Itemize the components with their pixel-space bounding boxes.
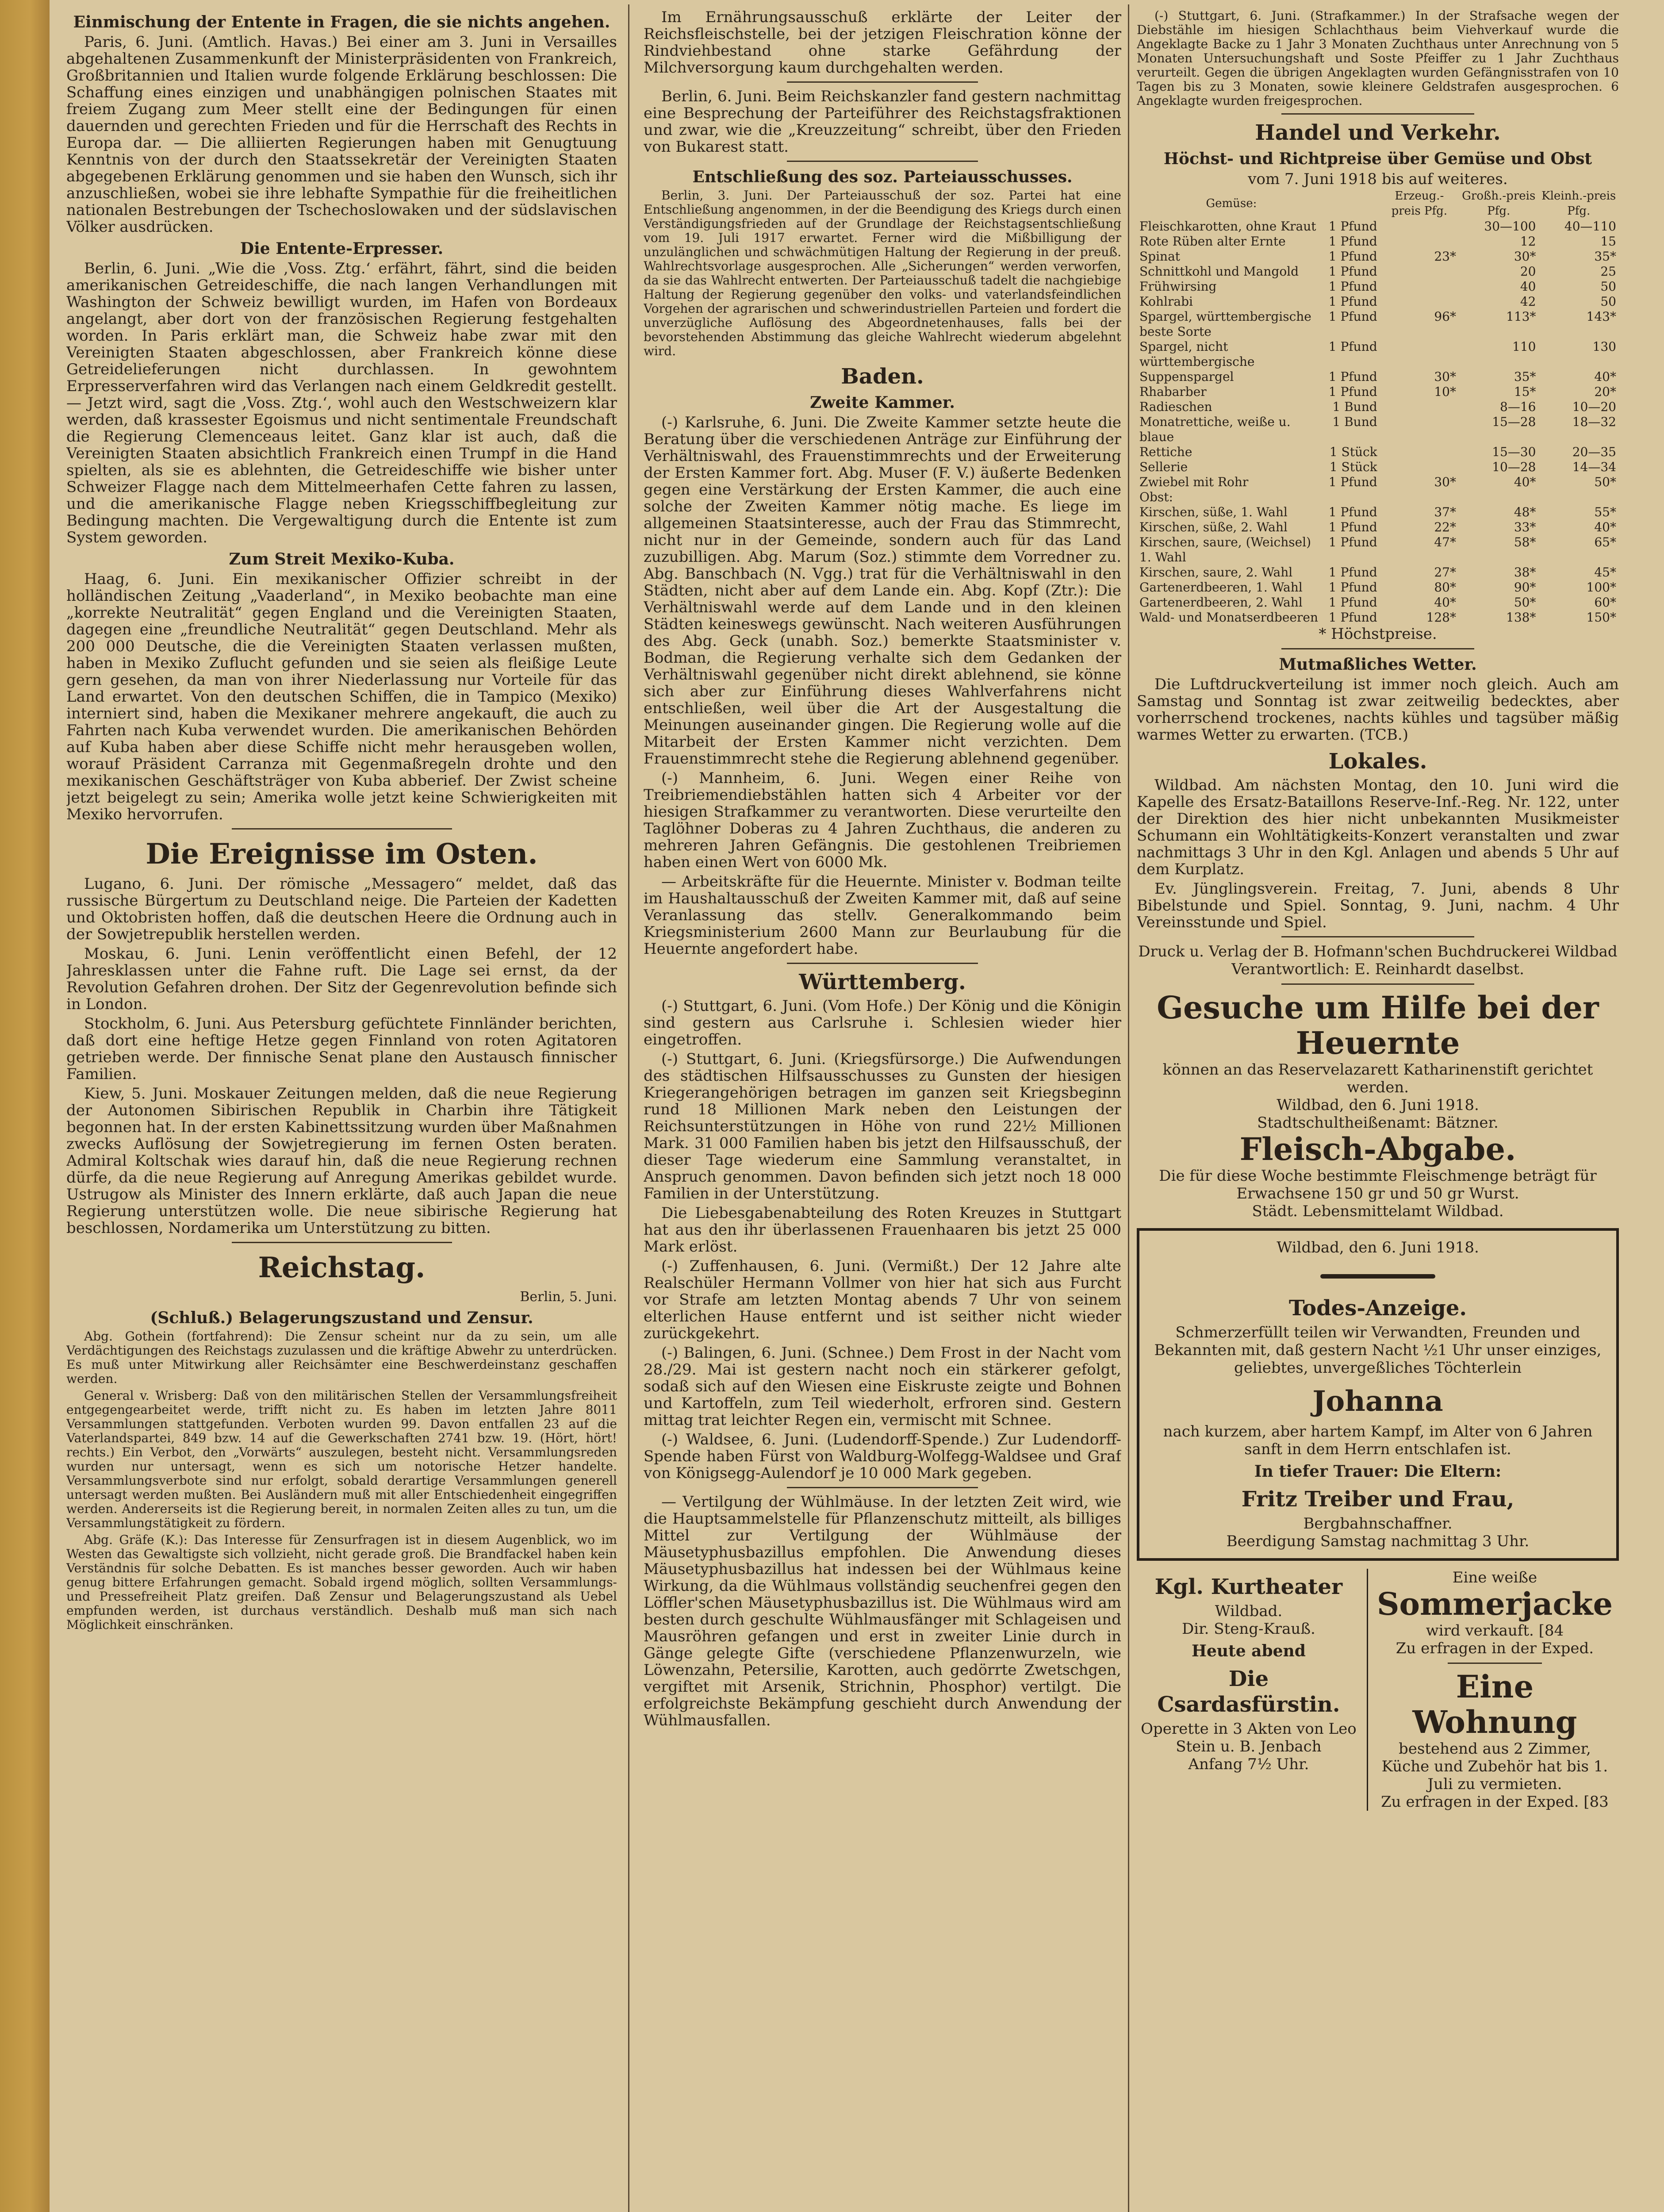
subhead-zensur: (Schluß.) Belagerungszustand und Zensur. — [150, 1309, 533, 1327]
table-cell: Spargel, württembergische beste Sorte — [1139, 309, 1311, 339]
table-cell: 10—20 — [1572, 399, 1616, 414]
table-cell: 1 Pfund — [1328, 565, 1377, 580]
table-cell: Suppenspargel — [1139, 369, 1234, 384]
obituary-job: Bergbahnschaffner. — [1303, 1515, 1453, 1532]
article-stuttgart-hof: (-) Stuttgart, 6. Juni. (Vom Hofe.) Der König und die Königin sind gestern aus Carlsruhe i. Schlesien wieder hier eingetroffen. — [644, 997, 1121, 1048]
obituary-grief: In tiefer Trauer: Die Eltern: — [1254, 1462, 1502, 1481]
obituary-box — [1137, 1228, 1619, 1561]
article-konzert: Wildbad. Am nächsten Montag, den 10. Juni wird die Kapelle des Ersatz-Bataillons Reserve-Inf.-Reg. Nr. 122, unter der Direktion des hier nicht unbekannten Musikmeister Schumann ein Wohltätigkeits-Konzert veranstalten und zwar nachmittags 3 Uhr in den Kgl. Anlagen und abends 5 Uhr auf dem Kurplatz. — [1137, 776, 1619, 878]
table-cell: 1 Pfund — [1328, 234, 1377, 249]
article-juenglingsverein: Ev. Jünglingsverein. Freitag, 7. Juni, abends 8 Uhr Bibelstunde und Spiel. Sonntag, 9. Juni, nachm. 4 Uhr Vereinsstunde und Spiel. — [1137, 880, 1619, 931]
table-cell: Schnittkohl und Mangold — [1139, 264, 1299, 279]
table-row — [1137, 399, 1619, 415]
table-cell: Gartenerdbeeren, 1. Wahl — [1139, 580, 1303, 595]
divider — [787, 161, 978, 162]
wohnung-expedition: Zu erfragen in der Exped. — [1381, 1793, 1579, 1811]
table-row — [1137, 520, 1619, 535]
table-cell: Kohlrabi — [1139, 294, 1193, 309]
table-cell: 65* — [1594, 535, 1616, 549]
table-row — [1137, 505, 1619, 520]
table-cell — [1538, 490, 1619, 505]
table-cell: 30* — [1434, 475, 1456, 489]
price-col-header: Gemüse: — [1206, 197, 1257, 210]
table-cell: Gartenerdbeeren, 2. Wahl — [1139, 595, 1303, 610]
table-row — [1137, 595, 1619, 610]
table-cell: 8—16 — [1500, 399, 1536, 414]
ad-heuernte-sign: Stadtschultheißenamt: Bätzner. — [1257, 1114, 1499, 1132]
table-cell: Wald- und Monatserdbeeren — [1139, 610, 1318, 625]
table-row — [1137, 264, 1619, 279]
divider — [787, 963, 978, 964]
table-cell: 48* — [1514, 505, 1536, 519]
table-cell — [1380, 490, 1459, 505]
table-cell: 25 — [1600, 264, 1616, 279]
table-row — [1137, 445, 1619, 460]
table-cell — [1380, 399, 1459, 415]
table-cell: 1 Pfund — [1328, 294, 1377, 309]
article-rotes-kreuz: Die Liebesgabenabteilung des Roten Kreuzes in Stuttgart hat aus den ihr überlassenen Frauenhaaren bis jetzt 25 000 Mark erlöst. — [644, 1204, 1121, 1256]
table-cell: 42 — [1520, 294, 1536, 309]
table-cell: 128* — [1426, 610, 1456, 625]
table-cell: 27* — [1434, 565, 1456, 580]
sale-number: [84 — [1538, 1622, 1564, 1640]
table-row — [1137, 475, 1619, 490]
ad-fleisch-sign: Städt. Lebensmittelamt Wildbad. — [1252, 1202, 1504, 1220]
table-cell: 143* — [1586, 309, 1616, 324]
divider — [1281, 648, 1474, 649]
obituary-parents: Fritz Treiber und Frau, — [1241, 1487, 1514, 1512]
table-cell: 20* — [1594, 384, 1616, 399]
table-cell: Monatrettiche, weiße u. blaue — [1139, 415, 1291, 444]
table-cell — [1380, 460, 1459, 475]
table-cell: 37* — [1434, 505, 1456, 519]
table-cell: 38* — [1514, 565, 1536, 580]
table-cell: Radieschen — [1139, 399, 1212, 414]
table-cell — [1380, 264, 1459, 279]
table-cell — [1380, 415, 1459, 445]
table-cell: 35* — [1514, 369, 1536, 384]
article-stockholm: Stockholm, 6. Juni. Aus Petersburg gefüchtete Finnländer berichten, daß dort eine heftige Hetze gegen Finnland von roten Agitatoren getrieben werde. Der finnische Senat plane den Austausch finnischer Familien. — [66, 1015, 617, 1083]
table-cell: 1 Bund — [1332, 415, 1377, 429]
sale-item: Sommerjacke — [1376, 1586, 1613, 1622]
table-cell: 40* — [1514, 475, 1536, 489]
table-cell: 20—35 — [1572, 445, 1616, 459]
table-cell: 1 Pfund — [1328, 309, 1377, 324]
table-row — [1137, 580, 1619, 595]
divider — [232, 1242, 452, 1243]
sale-text — [1377, 1622, 1613, 1640]
table-cell: 15—28 — [1492, 415, 1536, 429]
article-karlsruhe: (-) Karlsruhe, 6. Juni. Die Zweite Kammer setzte heute die Beratung über die verschiedenen Anträge zur Einführung der Verhältniswahl, des Frauenstimmrechts und der Erweiterung der Ersten Kammer fort. Abg. Muser (F. V.) äußerte Bedenken gegen eine Verstärkung der Ersten Kammer, die auch eine solche der Zweiten Kammer nötig mache. Es liege im allgemeinen Staatsinteresse, auch der Frau das Stimmrecht, nicht nur in der Gemeinde, sondern auch für das Land zuzubilligen. Abg. Marum (Soz.) stimmte dem Vorredner zu. Abg. Banschbach (N. Vgg.) trat für die Verhältniswahl in den Städten, nicht aber auf dem Lande ein. Abg. Kopf (Ztr.): Die Verhältniswahl werde auf dem Lande und in den kleinen Städten keineswegs gewünscht. Nach weiteren Ausführungen des Abg. Geck (unabh. Soz.) bemerkte Staatsminister v. Bodman, die Regierung verhalte sich dem Gedanken der Verhältniswahl gegenüber nicht direkt ablehnend, sie könne sich aber zur Einführung dieses Wahlverfahrens nicht entschließen, weil über die Art der Ausgestaltung die Meinungen auseinander gingen. Die Regierung wolle auf die Mitarbeit der Ersten Kammer nicht verzichten. Dem Frauenstimmrecht stehe die Regierung ablehnend gegenüber. — [644, 414, 1121, 768]
table-cell: Kirschen, süße, 1. Wahl — [1139, 505, 1288, 519]
table-row — [1137, 565, 1619, 580]
ad-fleisch-body: Die für diese Woche bestimmte Fleischmenge beträgt für Erwachsene 150 gr und 50 gr Wurst. — [1159, 1167, 1597, 1202]
article-stuttgart-fuersorge: (-) Stuttgart, 6. Juni. (Kriegsfürsorge.) Die Aufwendungen des städtischen Hilfsausschusses zu Gunsten der hiesigen Kriegerangehörigen betragen im ganzen seit Kriegsbeginn rund 18 Millionen Mark neben den Leistungen der Reichsunterstützungen in Höhe von rund 22½ Millionen Mark. 31 000 Familien haben bis jetzt den Hilfsausschuß, der dieser Tage wiederum eine Sammlung veranstaltet, in Anspruch genommen. Davon befinden sich jetzt noch 18 000 Familien in der Unterstützung. — [644, 1050, 1121, 1202]
divider — [232, 828, 452, 830]
small-ads — [1137, 1569, 1619, 1811]
ad-heuernte-date: Wildbad, den 6. Juni 1918. — [1277, 1096, 1479, 1114]
table-row — [1137, 384, 1619, 399]
table-cell: Obst: — [1139, 490, 1173, 504]
table-cell: 47* — [1434, 535, 1456, 549]
obituary-title: Todes-Anzeige. — [1288, 1296, 1467, 1321]
table-cell: 40 — [1520, 279, 1536, 294]
table-cell: Spargel, nicht württembergische — [1139, 339, 1255, 369]
article-mannheim: (-) Mannheim, 6. Juni. Wegen einer Reihe von Treibriemendiebstählen hatten sich 4 Arbeiter vor der hiesigen Strafkammer zu verantworten. Diese verurteilte den Taglöhner Doberas zu 4 Jahren Zuchthaus, die anderen zu mehreren Jahren Gefängnis. Die gestohlenen Treibriemen haben einen Wert von 6000 Mk. — [644, 769, 1121, 871]
table-cell: 22* — [1434, 520, 1456, 534]
wohnung-contact — [1377, 1793, 1613, 1811]
ad-heuernte-title: Gesuche um Hilfe bei der Heuernte — [1157, 989, 1599, 1061]
table-row — [1137, 610, 1619, 625]
column-rule — [1128, 4, 1129, 2212]
theater-director: Dir. Steng-Krauß. — [1182, 1620, 1315, 1638]
table-cell: 1 Pfund — [1328, 249, 1377, 264]
table-row — [1137, 490, 1619, 505]
table-cell: 150* — [1586, 610, 1616, 625]
sale-intro: Eine weiße — [1452, 1569, 1537, 1586]
price-col-header — [1326, 188, 1380, 219]
divider — [1281, 983, 1474, 985]
table-cell: 1 Bund — [1332, 399, 1377, 414]
table-cell: Fleischkarotten, ohne Kraut — [1139, 219, 1316, 234]
imprint-editor: Verantwortlich: E. Reinhardt daselbst. — [1231, 960, 1524, 978]
table-cell: Frühwirsing — [1139, 279, 1217, 294]
article-berlin-getreide: Berlin, 6. Juni. „Wie die ‚Voss. Ztg.‘ erfährt, fährt, sind die beiden amerikanischen Getreideschiffe, die nach langen Verhandlungen mit Washington der Schweiz bewilligt wurden, im Hafen von Bordeaux angelangt, aber dort von der französischen Regierung festgehalten worden. In Paris erklärt man, die Schweiz habe zwar mit den Vereinigten Staaten abgeschlossen, aber Frankreich könne diese Getreidelieferungen nicht durchlassen. In gewohntem Erpresserverfahren wird das Verlangen nach einem Geldkredit gestellt. — Jetzt wird, sagt die ‚Voss. Ztg.‘, wohl auch den Westschweizern klar werden, daß krassester Egoismus und nicht sentimentale Freundschaft die Regierung Clemenceaus leitet. Ganz klar ist auch, daß die Vereinigten Staaten absichtlich Frankreich einen Trumpf in die Hand spielten, als sie es ablehnten, die Getreideschiffe wie bisher unter Schweizer Flagge nach dem Mittelmeerhafen Cette fahren zu lassen, und die amerikanische Flagge neben Kriegsschiffbegleitung zur Bedingung machten. Die Vergewaltigung durch die Entente ist zum System geworden. — [66, 260, 617, 546]
table-cell: 30—100 — [1484, 219, 1536, 234]
table-cell: 1 Pfund — [1328, 580, 1377, 595]
headline-baden: Baden. — [841, 364, 924, 389]
divider — [787, 1487, 978, 1488]
price-note: * Höchstpreise. — [1319, 625, 1437, 643]
obituary-text2: nach kurzem, aber hartem Kampf, im Alter von 6 Jahren sanft in dem Herrn entschlafen ist. — [1163, 1423, 1593, 1458]
table-cell: 15—30 — [1492, 445, 1536, 459]
table-cell: 18—32 — [1572, 415, 1616, 429]
table-cell: 40* — [1434, 595, 1456, 610]
headline-lokales: Lokales. — [1328, 749, 1427, 774]
imprint-publisher: Druck u. Verlag der B. Hofmann'schen Buchdruckerei Wildbad — [1138, 943, 1618, 960]
table-cell: 90* — [1514, 580, 1536, 595]
headline-osten: Die Ereignisse im Osten. — [146, 837, 538, 871]
page-edge — [0, 0, 50, 2212]
obituary-date: Wildbad, den 6. Juni 1918. — [1277, 1239, 1479, 1256]
column-rule — [628, 4, 629, 2212]
table-cell: 50 — [1600, 279, 1616, 294]
article-wuehlmaeuse: — Vertilgung der Wühlmäuse. In der letzten Zeit wird, wie die Hauptsammelstelle für Pflanzenschutz mitteilt, als billiges Mittel zur Vertilgung der Wühlmäuse der Mäusetyphusbazillus empfohlen. Die Anwendung dieses Mäusetyphusbazillus hat indessen bei der Wühlmaus keine Wirkung, da die Wühlmaus vollständig seuchenfrei gegen den Löffler'schen Mäusetyphusbazillus ist. Die Wühlmaus wird am besten durch geschulte Wühlmausfänger mit Schlageisen und Mausröhren gefangen und erst in zweiter Linie durch in Gänge gelegte Gifte (verschiedene Pflanzenwurzeln, wie Löwenzahn, Petersilie, Karotten, auch gedörrte Zwetschgen, vergiftet mit Arsenik, Strichnin, Phosphor) vertilgt. Die erfolgreichste Bekämpfung geschieht durch Anwendung der Wühlmausfallen. — [644, 1493, 1121, 1729]
obituary-name: Johanna — [1312, 1385, 1443, 1418]
table-cell — [1380, 339, 1459, 369]
table-cell: Rhabarber — [1139, 384, 1207, 399]
table-row — [1137, 219, 1619, 234]
table-row — [1137, 309, 1619, 339]
theater-play: Die Csardasfürstin. — [1157, 1667, 1340, 1717]
table-cell — [1380, 234, 1459, 249]
article-ernaehrung: Im Ernährungsausschuß erklärte der Leiter der Reichsfleischstelle, bei der jetzigen Fleischration könne der Rindviehbestand ohne starke Gefährdung der Milchversorgung kaum durchgehalten werden. — [644, 9, 1121, 77]
table-cell: Kirschen, süße, 2. Wahl — [1139, 520, 1288, 534]
table-cell: 50 — [1600, 294, 1616, 309]
price-date: vom 7. Juni 1918 bis auf weiteres. — [1248, 170, 1508, 188]
article-moskau: Moskau, 6. Juni. Lenin veröffentlicht einen Befehl, der 12 Jahresklassen unter die Fahne ruft. Die Lage sei ernst, da der Revolution Gefahren drohen. Der Sitz der Gegenrevolution befinde sich in London. — [66, 945, 617, 1013]
table-cell: 55* — [1594, 505, 1616, 519]
table-cell — [1326, 490, 1380, 505]
table-cell — [1380, 279, 1459, 294]
article-waldsee: (-) Waldsee, 6. Juni. (Ludendorff-Spende.) Zur Ludendorff-Spende haben Fürst von Waldburg-Wolfegg-Waldsee und Graf von Königsegg-Aulendorf je 10 000 Mark gegeben. — [644, 1431, 1121, 1482]
theater-city: Wildbad. — [1215, 1602, 1283, 1620]
table-cell — [1380, 294, 1459, 309]
ad-theater — [1137, 1569, 1368, 1811]
table-cell: 1 Pfund — [1328, 595, 1377, 610]
price-col-header: Kleinh.-preis Pfg. — [1541, 189, 1616, 218]
divider — [1281, 936, 1474, 937]
table-cell: 10—28 — [1492, 460, 1536, 474]
table-cell: 15 — [1600, 234, 1616, 249]
table-cell: 50* — [1594, 475, 1616, 489]
table-cell: 1 Pfund — [1328, 219, 1377, 234]
table-cell: 80* — [1434, 580, 1456, 595]
table-row — [1137, 460, 1619, 475]
table-cell: Rote Rüben alter Ernte — [1139, 234, 1286, 249]
table-cell: 45* — [1594, 565, 1616, 580]
article-haag: Haag, 6. Juni. Ein mexikanischer Offizier schreibt in der holländischen Zeitung „Vaaderland“, in Mexiko beobachte man eine „korrekte Neutralität“ gegen England und die Vereinigten Staaten, dagegen eine „freundliche Neutralität“ gegen Deutschland. Mehr als 200 000 Deutsche, die die Vereinigten Staaten verlassen mußten, haben in Mexiko Zuflucht gefunden und sie seien als fleißige Leute gern gesehen, da man von ihrer Niederlassung nur Vorteile für das Land erwartet. Von den deutschen Schiffen, die in Tampico (Mexiko) interniert sind, haben die Mexikaner mehrere angekauft, die auch zu Fahrten nach Kuba verwendet wurden. Die amerikanischen Behörden auf Kuba haben aber diese Schiffe nicht mehr herausgeben wollen, worauf Präsident Carranza mit Gegenmaßregeln drohte und den mexikanischen Geschäftsträger von Kuba abberief. Der Zwist scheine jetzt beigelegt zu sein; Amerika wolle jetzt keine Schwierigkeiten mit Mexiko hervorrufen. — [66, 570, 617, 823]
table-cell: 1 Pfund — [1328, 384, 1377, 399]
article-reichskanzler: Berlin, 6. Juni. Beim Reichskanzler fand gestern nachmittag eine Besprechung der Parteiführer des Reichstagsfraktionen und zwar, wie die „Kreuzzeitung“ schreibt, über den Frieden von Bukarest statt. — [644, 88, 1121, 156]
table-cell: 35* — [1594, 249, 1616, 264]
table-cell: 96* — [1434, 309, 1456, 324]
theater-name: Kgl. Kurtheater — [1154, 1575, 1343, 1599]
article-wetter: Die Luftdruckverteilung ist immer noch gleich. Auch am Samstag und Sonntag ist zwar zeitweilig bedecktes, aber vorherrschend trockenes, nachts kühles und tagsüber mäßig warmes Wetter zu erwarten. (TCB.) — [1137, 676, 1619, 744]
table-row — [1137, 234, 1619, 249]
sale-contact: Zu erfragen in der Exped. — [1396, 1640, 1594, 1657]
table-row — [1137, 339, 1619, 369]
headline-entente: Einmischung der Entente in Fragen, die sie nichts angehen. — [73, 13, 610, 31]
table-row — [1137, 249, 1619, 264]
obituary-burial: Beerdigung Samstag nachmittag 3 Uhr. — [1226, 1532, 1530, 1550]
price-table — [1137, 188, 1619, 625]
price-col-header: Erzeug.-preis Pfg. — [1391, 189, 1448, 218]
table-cell: 1 Pfund — [1328, 279, 1377, 294]
palm-branch-icon — [1320, 1263, 1435, 1289]
table-row — [1137, 369, 1619, 384]
table-cell: 33* — [1514, 520, 1536, 534]
table-cell: 1 Pfund — [1328, 339, 1377, 354]
table-cell: Rettiche — [1139, 445, 1192, 459]
table-row — [1137, 294, 1619, 309]
table-row — [1137, 535, 1619, 565]
table-cell: 40* — [1594, 369, 1616, 384]
ad-fleisch-title: Fleisch-Abgabe. — [1239, 1131, 1516, 1167]
table-cell: 10* — [1434, 384, 1456, 399]
wohnung-title: Eine Wohnung — [1412, 1668, 1577, 1740]
table-cell: 30* — [1514, 249, 1536, 264]
article-entschliessung: Berlin, 3. Juni. Der Parteiausschuß der soz. Partei hat eine Entschließung angenommen, in der die Beendigung des Kriegs durch einen Verständigungsfrieden auf der Grundlage der Reichstagsentschließung vom 19. Juli 1917 erwartet. Ferner wird die Mißbilligung der unzulänglichen und schwächmütigen Haltung der Regierung in der preuß. Wahlrechtsvorlage ausgesprochen. Alle „Sicherungen“ werden verworfen, da sie das Wahlrecht entwerten. Der Parteiausschuß tadelt die nachgiebige Haltung der Regierung gegenüber den volks- und vaterlandsfeindlichen Vorgehen der agrarischen und schwerindustriellen Parteien und fordert die unverzügliche Auflösung des Abgeordnetenhauses, falls bei der bevorstehenden Abstimmung das gleiche Wahlrecht wiederum abgelehnt wird. — [644, 188, 1121, 358]
table-cell: Kirschen, saure, 2. Wahl — [1139, 565, 1293, 580]
column-left — [66, 9, 617, 2212]
headline-erpresser: Die Entente-Erpresser. — [240, 239, 444, 258]
headline-mexiko: Zum Streit Mexiko-Kuba. — [229, 550, 455, 568]
divider — [1281, 113, 1474, 115]
theater-start: Anfang 7½ Uhr. — [1188, 1755, 1309, 1773]
divider — [787, 81, 978, 83]
divider — [1448, 1663, 1542, 1664]
obituary-text: Schmerzerfüllt teilen wir Verwandten, Freunden und Bekannten mit, daß gestern Nacht ½1 Uhr unser einziges, geliebtes, unvergeßliches Töchterlein — [1154, 1324, 1602, 1377]
article-zuffenhausen: (-) Zuffenhausen, 6. Juni. (Vermißt.) Der 12 Jahre alte Realschüler Hermann Vollmer von hier hat sich aus Furcht vor Strafe am letzten Montag abends 7 Uhr von seinem elterlichen Hause entfernt und ist seither nicht wieder zurückgekehrt. — [644, 1257, 1121, 1342]
table-cell: 1 Pfund — [1328, 535, 1377, 549]
sale-verkauft: wird verkauft. — [1426, 1622, 1534, 1640]
table-cell: 23* — [1434, 249, 1456, 264]
theater-tonight: Heute abend — [1191, 1642, 1306, 1660]
table-cell: Zwiebel mit Rohr — [1139, 475, 1249, 489]
article-lugano: Lugano, 6. Juni. Der römische „Messagero“ meldet, daß das russische Bürgertum zu Deutschland neige. Die Parteien der Kadetten und Oktobristen hoffen, daß die deutschen Heere die Ordnung auch in der Sowjetrepublik herstellen werden. — [66, 875, 617, 943]
table-cell: 12 — [1520, 234, 1536, 249]
table-cell: 20 — [1520, 264, 1536, 279]
headline-wetter: Mutmaßliches Wetter. — [1279, 655, 1477, 674]
theater-credits: Operette in 3 Akten von Leo Stein u. B. Jenbach — [1141, 1720, 1357, 1755]
wohnung-number: [83 — [1583, 1793, 1609, 1811]
table-cell: 1 Stück — [1329, 460, 1377, 474]
article-gothein: Abg. Gothein (fortfahrend): Die Zensur scheint nur da zu sein, um alle Verdächtigungen des Reichstags zuzulassen und die kräftige Abwehr zu unterdrücken. Es muß unter Mitwirkung aller Reichsämter eine Beschwerdeinstanz geschaffen werden. — [66, 1329, 617, 1386]
wohnung-text: bestehend aus 2 Zimmer, Küche und Zubehör hat bis 1. Juli zu vermieten. — [1381, 1740, 1608, 1793]
table-cell — [1459, 490, 1538, 505]
table-cell: 50* — [1514, 595, 1536, 610]
subhead-preise: Höchst- und Richtpreise über Gemüse und Obst — [1163, 150, 1592, 168]
table-cell: 1 Pfund — [1328, 520, 1377, 534]
table-cell: 1 Pfund — [1328, 264, 1377, 279]
table-cell: 1 Pfund — [1328, 610, 1377, 625]
price-col-header: Großh.-preis Pfg. — [1462, 189, 1536, 218]
headline-wuerttemberg: Württemberg. — [799, 970, 966, 995]
table-cell: 113* — [1506, 309, 1536, 324]
table-cell: 30* — [1434, 369, 1456, 384]
table-cell: 138* — [1506, 610, 1536, 625]
table-cell: 1 Stück — [1329, 445, 1377, 459]
headline-handel: Handel und Verkehr. — [1255, 120, 1501, 145]
table-cell: Sellerie — [1139, 460, 1188, 474]
table-row — [1137, 415, 1619, 445]
table-cell: 14—34 — [1572, 460, 1616, 474]
table-cell: 40—110 — [1564, 219, 1616, 234]
table-cell: Spinat — [1139, 249, 1181, 264]
headline-parteiausschuss: Entschließung des soz. Parteiausschusses. — [692, 168, 1073, 186]
dateline: Berlin, 5. Juni. — [520, 1289, 617, 1305]
table-cell: 40* — [1594, 520, 1616, 534]
table-cell: 1 Pfund — [1328, 475, 1377, 489]
table-cell: 58* — [1514, 535, 1536, 549]
table-cell: 15* — [1514, 384, 1536, 399]
table-cell: 110 — [1512, 339, 1536, 354]
column-middle — [644, 9, 1121, 2212]
table-cell: 60* — [1594, 595, 1616, 610]
article-wrisberg: General v. Wrisberg: Daß von den militärischen Stellen der Versammlungsfreiheit entgegengearbeitet werde, trifft nicht zu. Es haben im letzten Jahre 8011 Versammlungen stattgefunden. Verboten wurden 99. Davon entfallen 23 auf die Vaterlandspartei, 849 bzw. 14 auf die Gewerkschaften 2741 bzw. 19. (Hört, hört! rechts.) Ein Verbot, den „Vorwärts“ auszulegen, besteht nicht. Versammlungsreden wurden nur untersagt, wenn es sich um notorische Hetzer handelte. Versammlungsverbote sind nur erfolgt, sobald derartige Versammlungen generell untersagt werden mußten. Bei Ausländern muß mit aller Entschiedenheit eingegriffen werden. Andererseits ist die Regierung bereit, in normalen Zeiten alles zu tun, um die Versammlungstätigkeit zu fördern. — [66, 1388, 617, 1530]
table-row — [1137, 279, 1619, 294]
headline-reichstag: Reichstag. — [258, 1251, 426, 1284]
article-kiew: Kiew, 5. Juni. Moskauer Zeitungen melden, daß die neue Regierung der Autonomen Sibirischen Republik in Charbin ihre Tätigkeit begonnen hat. In der ersten Kabinettssitzung wurden über Maßnahmen zwecks Auflösung der Sowjetregierung im fernen Osten beraten. Admiral Koltschak wies darauf hin, daß die neue Regierung rechnen dürfe, da die neue Regierung auf Anregung Amerikas gebildet wurde. Ustrugow als Minister des Innern erklärte, daß auch Japan die neue Regierung unterstützen wolle. Die neue sibirische Regierung hat beschlossen, Nordamerika um Unterstützung zu bitten. — [66, 1085, 617, 1237]
ad-heuernte-body: können an das Reservelazarett Katharinenstift gerichtet werden. — [1162, 1061, 1593, 1096]
article-strafkammer: (-) Stuttgart, 6. Juni. (Strafkammer.) In der Strafsache wegen der Diebstähle im hiesigen Schlachthaus beim Viehverkauf wurde die Angeklagte Backe zu 1 Jahr 3 Monaten Zuchthaus unter Anrechnung von 5 Monaten Untersuchungshaft und Soste Pfeiffer zu 1 Jahr Zuchthaus verurteilt. Gegen die übrigen Angeklagten wurden Gefängnisstrafen von 10 Tagen bis zu 3 Monaten, sowie kleinere Geldstrafen ausgesprochen. 6 Angeklagte wurden freigesprochen. — [1137, 9, 1619, 108]
table-cell: 130 — [1592, 339, 1616, 354]
article-paris: Paris, 6. Juni. (Amtlich. Havas.) Bei einer am 3. Juni in Versailles abgehaltenen Zusammenkunft der Ministerpräsidenten von Frankreich, Großbritannien und Italien wurde folgende Erklärung beschlossen: Die Schaffung eines einzigen und unabhängigen polnischen Staates mit freiem Zugang zum Meer stellt eine der Bedingungen für einen dauernden und gerechten Frieden und für die Herrschaft des Rechts in Europa dar. — Die alliierten Regierungen haben mit Genugtuung Kenntnis von der durch den Staatssekretär der Vereinigten Staaten abgegebenen Erklärung genommen und sie haben den Wunsch, sich ihr anzuschließen, wobei sie ihre lebhafte Sympathie für die freiheitlichen nationalen Bestrebungen der Tschechoslowaken und der südslavischen Völker ausdrücken. — [66, 33, 617, 236]
table-cell: 100* — [1586, 580, 1616, 595]
table-cell — [1380, 445, 1459, 460]
table-cell: 1 Pfund — [1328, 369, 1377, 384]
article-balingen: (-) Balingen, 6. Juni. (Schnee.) Dem Frost in der Nacht vom 28./29. Mai ist gestern nacht noch ein stärkerer gefolgt, sodaß sich auf den Wiesen eine Eiskruste zeigte und Bohnen und Kartoffeln, zum Teil wiederholt, erfroren sind. Gestern mittag trat leichter Regen ein, vermischt mit Schnee. — [644, 1344, 1121, 1429]
ad-sale-wohnung — [1377, 1569, 1619, 1811]
table-cell: 1 Pfund — [1328, 505, 1377, 519]
article-heuernte: — Arbeitskräfte für die Heuernte. Minister v. Bodman teilte im Haushaltausschuß der Zweiten Kammer mit, daß auf seine Veranlassung das stellv. Generalkommando beim Kriegsministerium 2600 Mann zur Beurlaubung für die Heuernte angefordert habe. — [644, 873, 1121, 958]
column-right — [1137, 9, 1619, 2212]
table-cell: Kirschen, saure, (Weichsel) 1. Wahl — [1139, 535, 1311, 565]
article-graefe: Abg. Gräfe (K.): Das Interesse für Zensurfragen ist in diesem Augenblick, wo im Westen das Gewaltigste sich vollzieht, nicht gerade groß. Die Brandfackel haben kein Verständnis für solche Debatten. Es ist manches besser geworden. Auch wir haben genug bittere Erfahrungen gemacht. Sobald irgend möglich, sollten Versammlungs- und Pressefreiheit Platz greifen. Daß Zensur und Belagerungszustand als Uebel empfunden werden, ist durchaus verständlich. Deshalb muß man sich nach Möglichkeit einschränken. — [66, 1532, 617, 1632]
subhead-kammer: Zweite Kammer. — [810, 393, 955, 412]
table-cell — [1380, 219, 1459, 234]
